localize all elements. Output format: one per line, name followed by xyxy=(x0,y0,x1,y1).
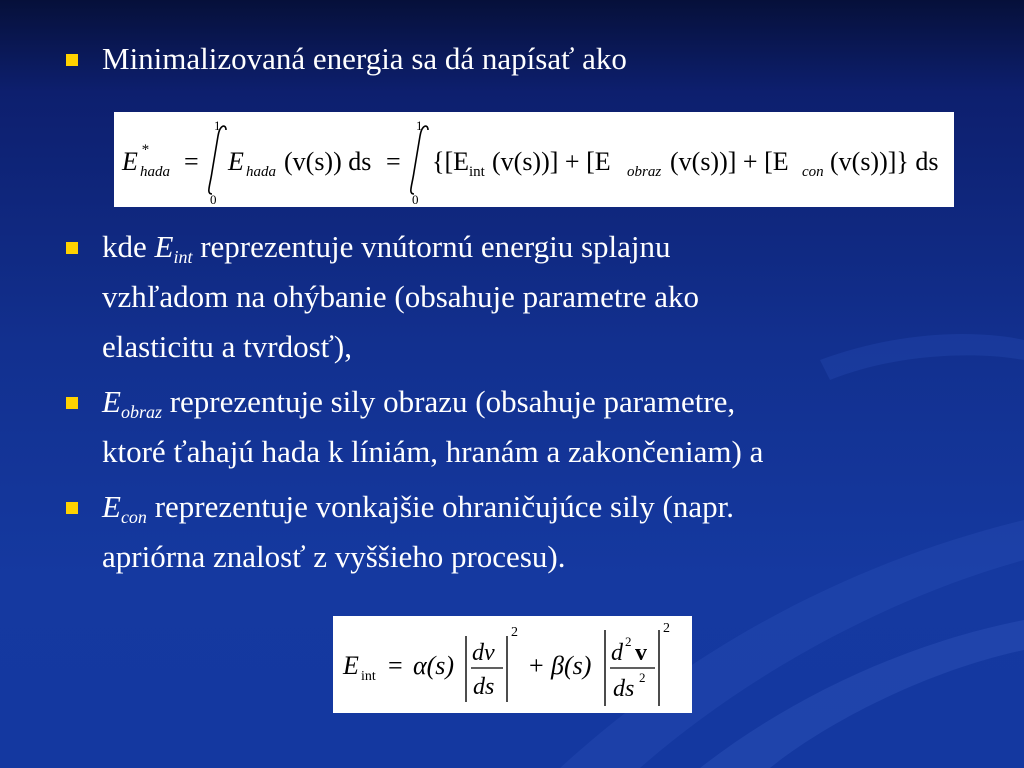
bullet-marker xyxy=(66,502,78,514)
formula-symbol: E xyxy=(122,147,138,176)
svg-text:1: 1 xyxy=(416,118,423,133)
bullet-text: elasticitu a tvrdosť), xyxy=(102,329,352,364)
svg-text:{[E: {[E xyxy=(432,147,470,176)
svg-text:con: con xyxy=(802,164,824,180)
bullet-text: $E_{con}$ reprezentuje vonkajšie ohraničujúce sily (napr. xyxy=(102,489,734,527)
svg-text:hada: hada xyxy=(246,164,276,180)
svg-text:(v(s)) ds: (v(s)) ds xyxy=(284,147,372,176)
svg-text:1: 1 xyxy=(214,118,221,133)
svg-text:ds: ds xyxy=(473,674,495,700)
svg-text:int: int xyxy=(469,164,485,180)
svg-text:0: 0 xyxy=(412,192,419,207)
svg-text:=: = xyxy=(184,147,199,176)
svg-text:obraz: obraz xyxy=(627,164,662,180)
svg-text:(v(s))]} ds: (v(s))]} ds xyxy=(830,147,939,176)
formula-internal-energy xyxy=(333,616,692,713)
bullet-text: kde $E_{int}$ reprezentuje vnútornú energiu splajnu xyxy=(102,229,671,267)
svg-text:α(s): α(s) xyxy=(413,651,455,680)
integral-sign xyxy=(411,126,428,194)
svg-text:hada: hada xyxy=(140,164,170,180)
svg-text:=: = xyxy=(386,147,401,176)
bullet-text: $E_{obraz}$ reprezentuje sily obrazu (obsahuje parametre, xyxy=(102,384,736,422)
bullet-marker xyxy=(66,397,78,409)
svg-text:ds: ds xyxy=(613,676,635,702)
svg-text:E: E xyxy=(343,651,359,680)
svg-text:2: 2 xyxy=(663,621,670,636)
svg-text:0: 0 xyxy=(210,192,217,207)
svg-text:=: = xyxy=(388,651,403,680)
formula-snake-energy xyxy=(114,112,954,207)
integral-sign xyxy=(209,126,226,194)
svg-text:β(s): β(s) xyxy=(551,651,592,680)
svg-text:v: v xyxy=(635,640,647,666)
svg-text:E: E xyxy=(228,147,244,176)
svg-text:(v(s))] + [E: (v(s))] + [E xyxy=(492,147,611,176)
svg-text:int: int xyxy=(361,669,376,684)
bullet-marker xyxy=(66,242,78,254)
svg-text:(v(s))] + [E: (v(s))] + [E xyxy=(670,147,789,176)
bullet-text: ktoré ťahajú hada k líniám, hranám a zakončeniam) a xyxy=(102,434,764,469)
svg-text:2: 2 xyxy=(625,634,632,649)
bullet-marker xyxy=(66,54,78,66)
svg-text:2: 2 xyxy=(511,625,518,640)
svg-text:2: 2 xyxy=(639,670,646,685)
svg-text:*: * xyxy=(141,142,149,158)
bullet-text: apriórna znalosť z vyššieho procesu). xyxy=(102,539,566,574)
svg-text:d: d xyxy=(611,640,623,666)
bullet-text: vzhľadom na ohýbanie (obsahuje parametre ako xyxy=(102,279,700,314)
bullet-text: Minimalizovaná energia sa dá napísať ako xyxy=(102,41,627,76)
svg-text:dv: dv xyxy=(472,640,495,666)
svg-text:+: + xyxy=(529,651,544,680)
